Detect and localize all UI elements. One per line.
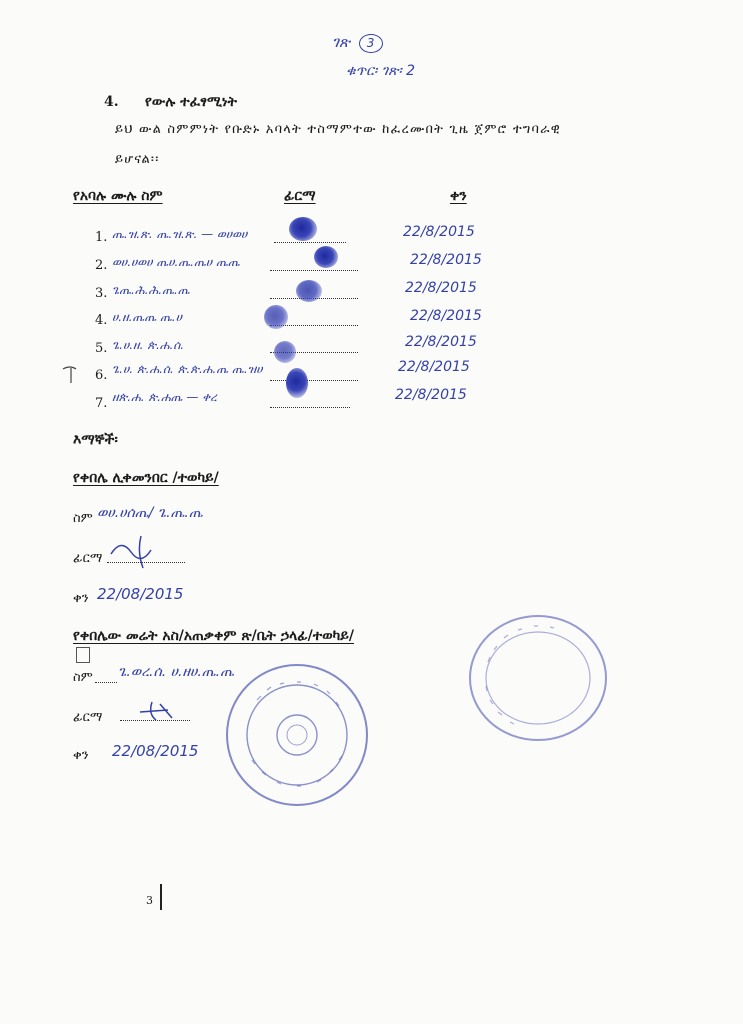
page-number: 3 — [146, 894, 153, 907]
member-date: 22/8/2015 — [403, 224, 475, 240]
section-paragraph-line1: ይህ ውል ስምምነት የቡድኑ አባላት ተስማምተው ከፈረሙበት ጊዜ ጀምሮ ተግባራዊ — [115, 122, 561, 137]
thumbprint-icon — [296, 280, 322, 302]
checkbox-mark — [76, 647, 90, 663]
member-name: ጌ.ሀ.ዘ. ጵ.ሐ.ሰ. — [112, 338, 185, 352]
section-title: የውሉ ተፈፃሚነት — [145, 94, 237, 110]
member-date: 22/8/2015 — [405, 334, 477, 350]
witness-group2-date-label: ቀን — [73, 748, 89, 763]
header-date: ቀን — [450, 188, 467, 204]
signature-line — [270, 270, 358, 271]
witnesses-title: እማኞች፡ — [73, 432, 118, 448]
handwritten-signature-icon — [138, 700, 188, 724]
thumbprint-icon — [286, 368, 308, 398]
row-number: 6. — [95, 368, 108, 383]
row-number: 2. — [95, 258, 108, 273]
row-number: 1. — [95, 230, 108, 245]
member-date: 22/8/2015 — [410, 308, 482, 324]
witness-group2-name-label: ስም — [73, 670, 93, 685]
corner-note-sheet: ቁጥር፡ ገጽ፡ 2 — [346, 63, 415, 79]
witness-group2-title: የቀበሌው መሬት አስ/አጠቃቀም ጽ/ቤት ኃላፊ/ተወካይ/ — [73, 628, 354, 644]
row-number: 7. — [95, 396, 108, 411]
member-date: 22/8/2015 — [410, 252, 482, 268]
signature-line — [270, 407, 350, 408]
witness-group1-name-value: ወሀ.ሀሰጤ/ ጌ.ጤ.ጤ — [97, 505, 203, 521]
member-name: ዘጵ.ሐ. ጵ.ሐጤ — ቀረ — [112, 390, 217, 404]
member-name: ጌጤ.ሕ.ሕ.ጤ.ጤ — [112, 283, 190, 297]
section-number: 4. — [104, 94, 119, 110]
header-signature: ፊርማ — [284, 188, 316, 204]
thumbprint-icon — [289, 217, 317, 241]
signature-line — [270, 380, 358, 381]
circled-number: 3 — [359, 34, 383, 53]
page-number-bar — [160, 884, 162, 910]
signature-line — [95, 682, 117, 683]
member-date: 22/8/2015 — [395, 387, 467, 403]
section-paragraph-line2: ይሆናል፡፡ — [115, 152, 160, 167]
row-number: 5. — [95, 341, 108, 356]
witness-group2-date-value: 22/08/2015 — [112, 742, 199, 760]
member-name: ጌ.ሀ. ጵ.ሐ.ሰ. ጵ.ጵ.ሐ.ጤ ጤ.ዝሀ — [112, 362, 263, 376]
witness-group2-name-value: ጌ.ወረ.ሰ. ሀ.ዘሀ.ጤ.ጤ — [118, 664, 234, 680]
witness-group1-date-label: ቀን — [73, 591, 89, 606]
witness-group1-name-label: ስም — [73, 511, 93, 526]
handwritten-signature-icon — [107, 532, 177, 572]
margin-mark-icon — [62, 365, 78, 385]
official-seal-stamp-icon — [222, 660, 372, 810]
thumbprint-icon — [314, 246, 338, 268]
signature-line — [274, 242, 346, 243]
row-number: 4. — [95, 313, 108, 328]
witness-group1-title: የቀበሌ ሊቀመንበር /ተወካይ/ — [73, 470, 219, 486]
thumbprint-icon — [264, 305, 288, 329]
thumbprint-icon — [274, 341, 296, 363]
member-date: 22/8/2015 — [405, 280, 477, 296]
header-member-name: የአባሉ ሙሉ ስም — [73, 188, 163, 204]
member-name: ጤ.ዝ.ጽ. ጤ.ዝ.ጽ. — ወሀወሀ — [112, 227, 248, 241]
member-name: ወሀ.ሀወሀ ጤሀ.ጤ.ጤሀ ጤጤ — [112, 255, 240, 269]
witness-group2-signature-label: ፊርማ — [73, 710, 103, 725]
corner-note — [332, 33, 383, 53]
witness-group1-signature-label: ፊርማ — [73, 551, 103, 566]
member-date: 22/8/2015 — [398, 359, 470, 375]
round-stamp-icon — [466, 612, 610, 744]
witness-group1-date-value: 22/08/2015 — [97, 585, 184, 603]
member-name: ሀ.ዘ.ጤጤ ጤ.ሀ — [112, 310, 182, 324]
row-number: 3. — [95, 286, 108, 301]
corner-note-text: ገጽ — [332, 33, 350, 51]
